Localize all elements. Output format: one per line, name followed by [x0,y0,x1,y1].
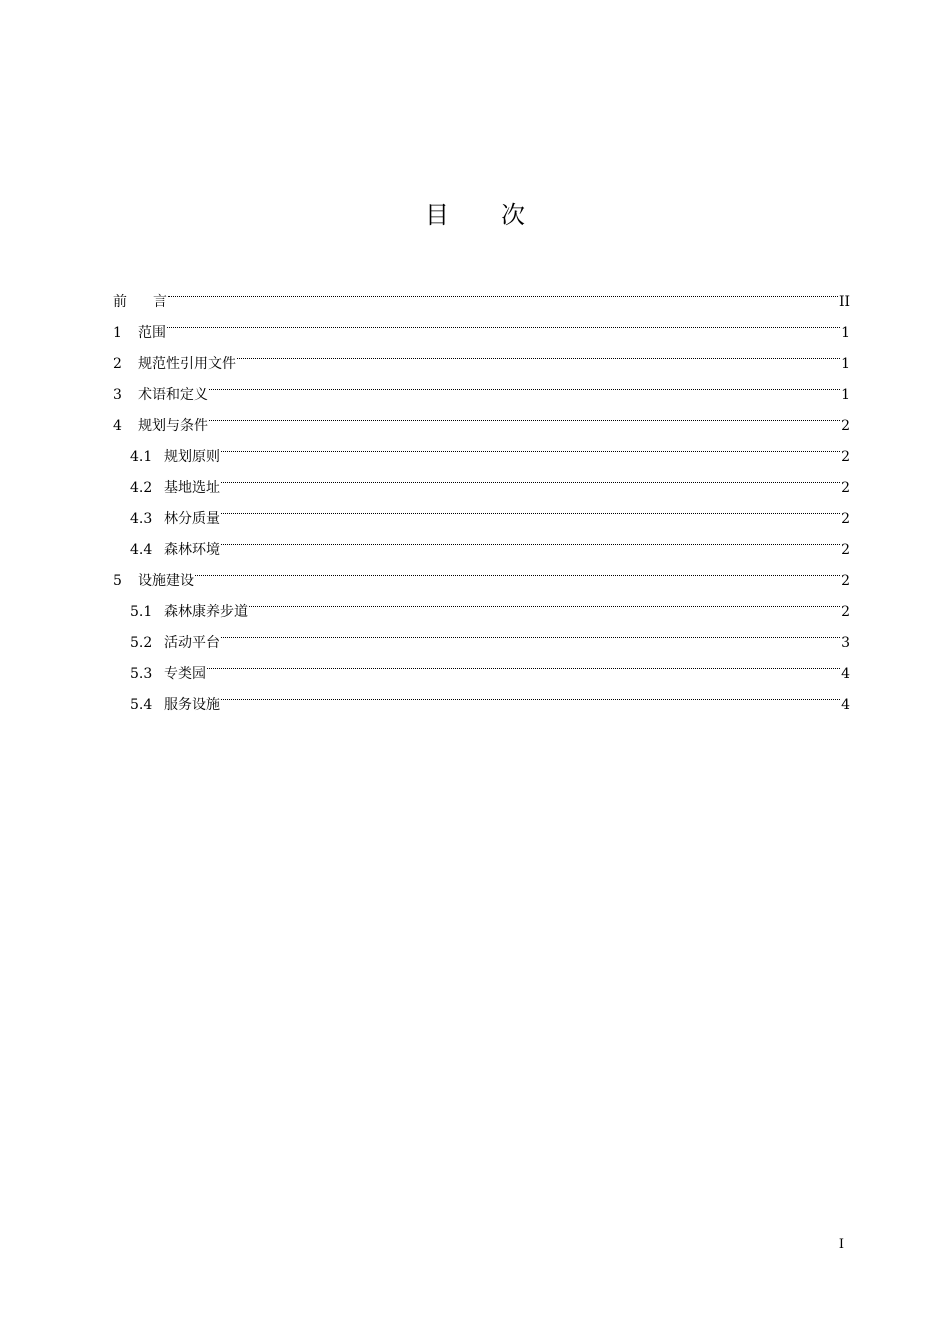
toc-subentry[interactable] [113,585,850,620]
toc-entry-page: 1 [841,325,850,341]
toc-entry[interactable] [113,337,850,372]
toc-subentry[interactable] [113,492,850,527]
dot-leader [221,492,840,523]
toc-entry-label: 规范性引用文件 [138,356,236,372]
toc-entry[interactable] [113,554,850,589]
toc-entry-number: 4.4 [130,542,153,558]
toc-entry-page: II [838,294,850,310]
page-number: I [838,1237,844,1252]
dot-leader [221,461,840,492]
dot-leader [195,554,840,585]
toc-entry-page: 1 [841,387,850,403]
toc-entry[interactable] [113,368,850,403]
toc-entry-label: 基地选址 [164,480,220,496]
toc-entry[interactable] [113,399,850,434]
dot-leader [209,399,840,430]
dot-leader [221,523,840,554]
toc-entry-number: 5.4 [130,697,153,713]
title-char-1: 目 [425,201,449,229]
toc-entry-label: 林分质量 [164,511,220,527]
toc-entry-number: 5 [113,573,122,589]
toc-entry-label: 森林康养步道 [164,604,248,620]
toc-subentry[interactable] [113,616,850,651]
toc-entry-page: 4 [841,697,850,713]
toc-entry-label: 专类园 [164,666,206,682]
toc-entry-page: 4 [841,666,850,682]
toc-entry-label: 前 言 [113,294,167,310]
table-of-contents [113,275,850,713]
toc-entry-page: 2 [841,604,850,620]
toc-entry-label: 服务设施 [164,697,220,713]
toc-entry-page: 2 [841,418,850,434]
toc-entry-label: 术语和定义 [138,387,208,403]
dot-leader [249,585,840,616]
dot-leader [207,647,840,678]
page-title [0,197,950,233]
toc-entry-number: 5.3 [130,666,153,682]
toc-entry-page: 2 [841,511,850,527]
toc-subentry[interactable] [113,430,850,465]
toc-entry-label: 规划与条件 [138,418,208,434]
dot-leader [221,430,840,461]
toc-entry-label: 范围 [138,325,166,341]
toc-entry-label: 规划原则 [164,449,220,465]
toc-entry-number: 5.2 [130,635,153,651]
toc-subentry[interactable] [113,523,850,558]
dot-leader [168,275,838,306]
toc-entry-preface[interactable] [113,275,850,310]
toc-entry-number: 4.3 [130,511,153,527]
toc-entry-page: 2 [841,480,850,496]
dot-leader [209,368,840,399]
toc-entry-number: 4.2 [130,480,153,496]
toc-entry-page: 2 [841,449,850,465]
toc-entry-page: 3 [841,635,850,651]
toc-entry-page: 1 [841,356,850,372]
toc-entry-number: 4 [113,418,122,434]
toc-entry-label: 设施建设 [138,573,194,589]
toc-subentry[interactable] [113,647,850,682]
toc-entry-page: 2 [841,542,850,558]
toc-entry[interactable] [113,306,850,341]
dot-leader [221,616,840,647]
toc-entry-number: 3 [113,387,122,403]
toc-entry-number: 4.1 [130,449,153,465]
dot-leader [237,337,840,368]
title-char-2: 次 [501,201,525,229]
toc-entry-label: 活动平台 [164,635,220,651]
toc-entry-number: 1 [113,325,122,341]
toc-subentry[interactable] [113,678,850,713]
dot-leader [167,306,840,337]
toc-entry-label: 森林环境 [164,542,220,558]
toc-entry-number: 5.1 [130,604,153,620]
toc-subentry[interactable] [113,461,850,496]
dot-leader [221,678,840,709]
toc-entry-number: 2 [113,356,122,372]
toc-entry-page: 2 [841,573,850,589]
